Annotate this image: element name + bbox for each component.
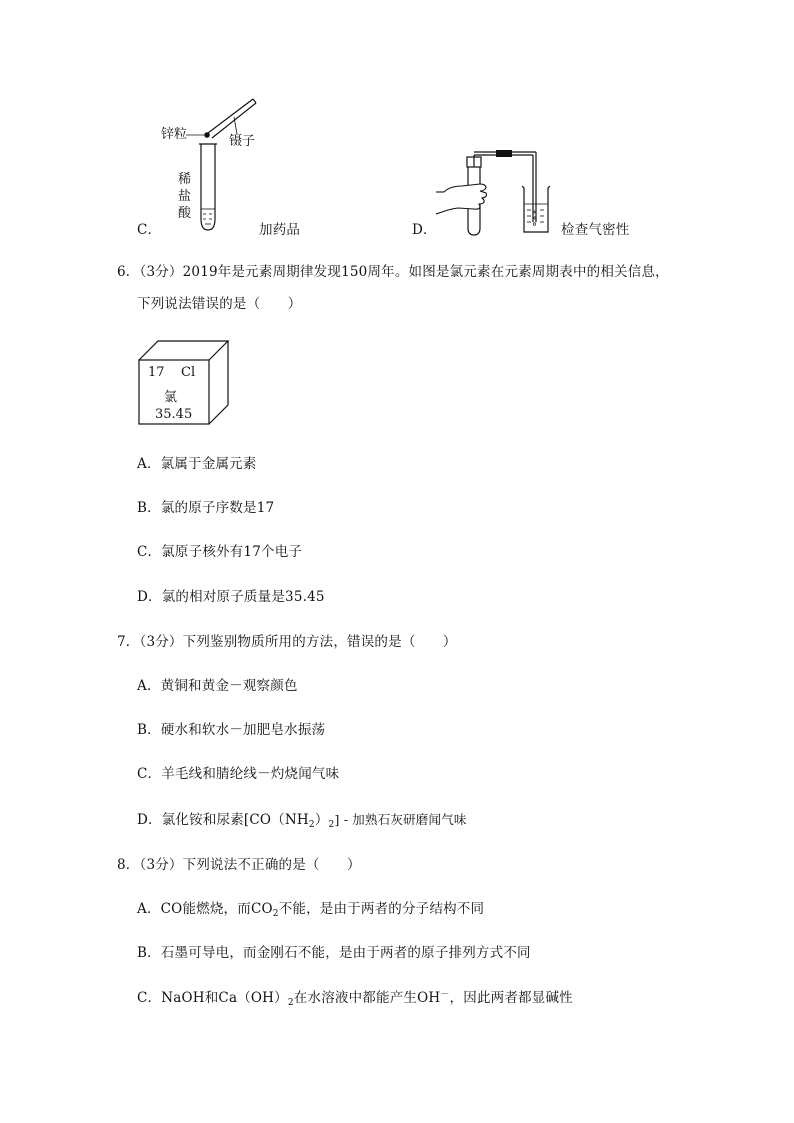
chlorine-element-cube bbox=[138, 340, 230, 426]
q7-option-c: C．羊毛线和腈纶线－灼烧闻气味 bbox=[137, 766, 340, 782]
q8-c-pre: C．NaOH和Ca（OH） bbox=[137, 990, 288, 1006]
option-c-label: C． bbox=[137, 222, 162, 238]
q7-stem: 7．（3分）下列鉴别物质所用的方法，错误的是（ ） bbox=[117, 634, 457, 650]
q6-option-b: B．氯的原子序数是17 bbox=[137, 500, 275, 516]
q8-c-mid: 在水溶液中都能产生OH bbox=[293, 990, 441, 1006]
q8-a-pre: A．CO能燃烧，而CO bbox=[137, 901, 273, 917]
element-name: 氯 bbox=[164, 390, 178, 405]
q8-option-b: B．石墨可导电，而金刚石不能，是由于两者的原子排列方式不同 bbox=[137, 945, 531, 961]
q6-stem-line1: 6．（3分）2019年是元素周期律发现150周年。如图是氯元素在元素周期表中的相关信息， bbox=[117, 264, 669, 280]
q7-d-sub2: 2 bbox=[328, 820, 335, 830]
caption-c: 加药品 bbox=[259, 222, 301, 238]
q8-stem: 8．（3分）下列说法不正确的是（ ） bbox=[117, 857, 361, 873]
q6-option-a: A．氯属于金属元素 bbox=[137, 456, 257, 472]
label-acid-1: 稀 bbox=[178, 172, 192, 187]
q6-option-c: C．氯原子核外有17个电子 bbox=[137, 544, 303, 560]
q6-stem-line2: 下列说法错误的是（ ） bbox=[137, 296, 302, 312]
element-atomic-mass: 35.45 bbox=[155, 407, 193, 422]
airtightness-diagram bbox=[436, 140, 566, 240]
q8-option-a bbox=[137, 900, 484, 918]
option-d-label: D． bbox=[412, 222, 437, 238]
element-symbol: Cl bbox=[181, 365, 196, 380]
label-tweezers: 镊子 bbox=[229, 134, 256, 149]
element-atomic-number: 17 bbox=[148, 365, 165, 380]
figure-d-airtightness bbox=[436, 140, 566, 240]
caption-d: 检查气密性 bbox=[561, 222, 630, 238]
q7-option-a: A．黄铜和黄金－观察颜色 bbox=[137, 678, 298, 694]
q7-d-mid: ） bbox=[314, 812, 329, 828]
q7-d-post: ] - 加熟石灰研磨闻气味 bbox=[334, 812, 467, 827]
q8-c-post: ，因此两者都显碱性 bbox=[449, 990, 573, 1006]
label-acid-2: 盐 bbox=[178, 189, 192, 204]
q8-c-sup: － bbox=[440, 990, 450, 1000]
q8-a-sub: 2 bbox=[272, 909, 279, 919]
q7-option-d bbox=[137, 811, 467, 829]
q7-d-pre: D．氯化铵和尿素[CO（NH bbox=[137, 812, 309, 828]
q7-d-sub: 2 bbox=[308, 820, 315, 830]
q8-a-post: 不能，是由于两者的分子结构不同 bbox=[278, 901, 485, 917]
q6-option-d: D．氯的相对原子质量是35.45 bbox=[137, 589, 325, 605]
q8-c-sub: 2 bbox=[287, 998, 294, 1008]
q8-option-c bbox=[137, 989, 573, 1007]
label-zinc: 锌粒 bbox=[161, 127, 188, 142]
q7-option-b: B．硬水和软水－加肥皂水振荡 bbox=[137, 722, 326, 738]
label-acid-3: 酸 bbox=[178, 206, 192, 221]
